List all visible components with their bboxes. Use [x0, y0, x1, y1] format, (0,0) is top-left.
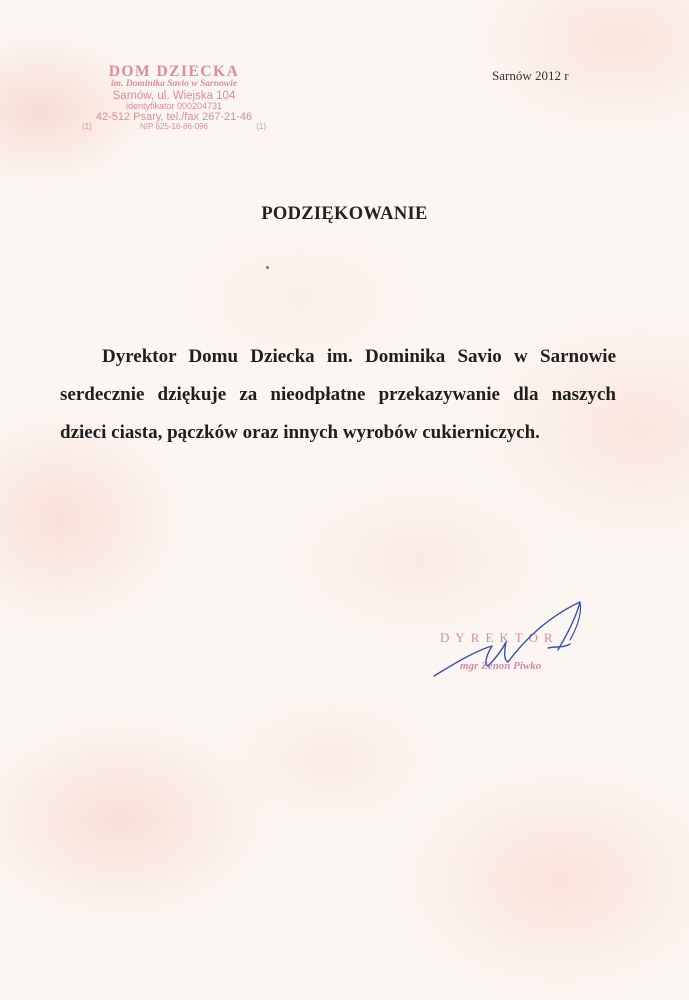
letter-body: Dyrektor Domu Dziecka im. Dominika Savio w Sarnowie serdecznie dziękuje za nieodpłatne przekazywanie dla naszych dzieci ciasta, pączków oraz innych wyrobów cukierniczych. — [60, 346, 616, 443]
stamp-address: Sarnów, ul. Wiejska 104 — [112, 90, 236, 103]
ink-speck — [266, 266, 269, 269]
handwritten-signature — [430, 598, 600, 688]
director-title: DYREKTOR — [440, 630, 559, 645]
institution-stamp — [78, 64, 270, 132]
stamp-title: DOM DZIECKA — [108, 63, 240, 80]
stamp-postal-fax: 42-512 Psary, tel./fax 267-21-46 — [95, 110, 253, 123]
director-name: mgr Zenon Piwko — [460, 660, 542, 672]
stamp-nip-right: (1) — [256, 122, 266, 132]
stamp-nip-left: (1) — [82, 122, 92, 132]
stamp-nip: NIP 625-16-86-096 — [140, 122, 208, 132]
letter-heading: PODZIĘKOWANIE — [261, 204, 428, 224]
stamp-subtitle: im. Dominika Savio w Sarnowie — [111, 79, 237, 90]
stamp-identifier: identyfikator 000204731 — [125, 101, 223, 112]
stamp-nip-line — [78, 123, 270, 131]
place-date: Sarnów 2012 r — [492, 68, 569, 83]
